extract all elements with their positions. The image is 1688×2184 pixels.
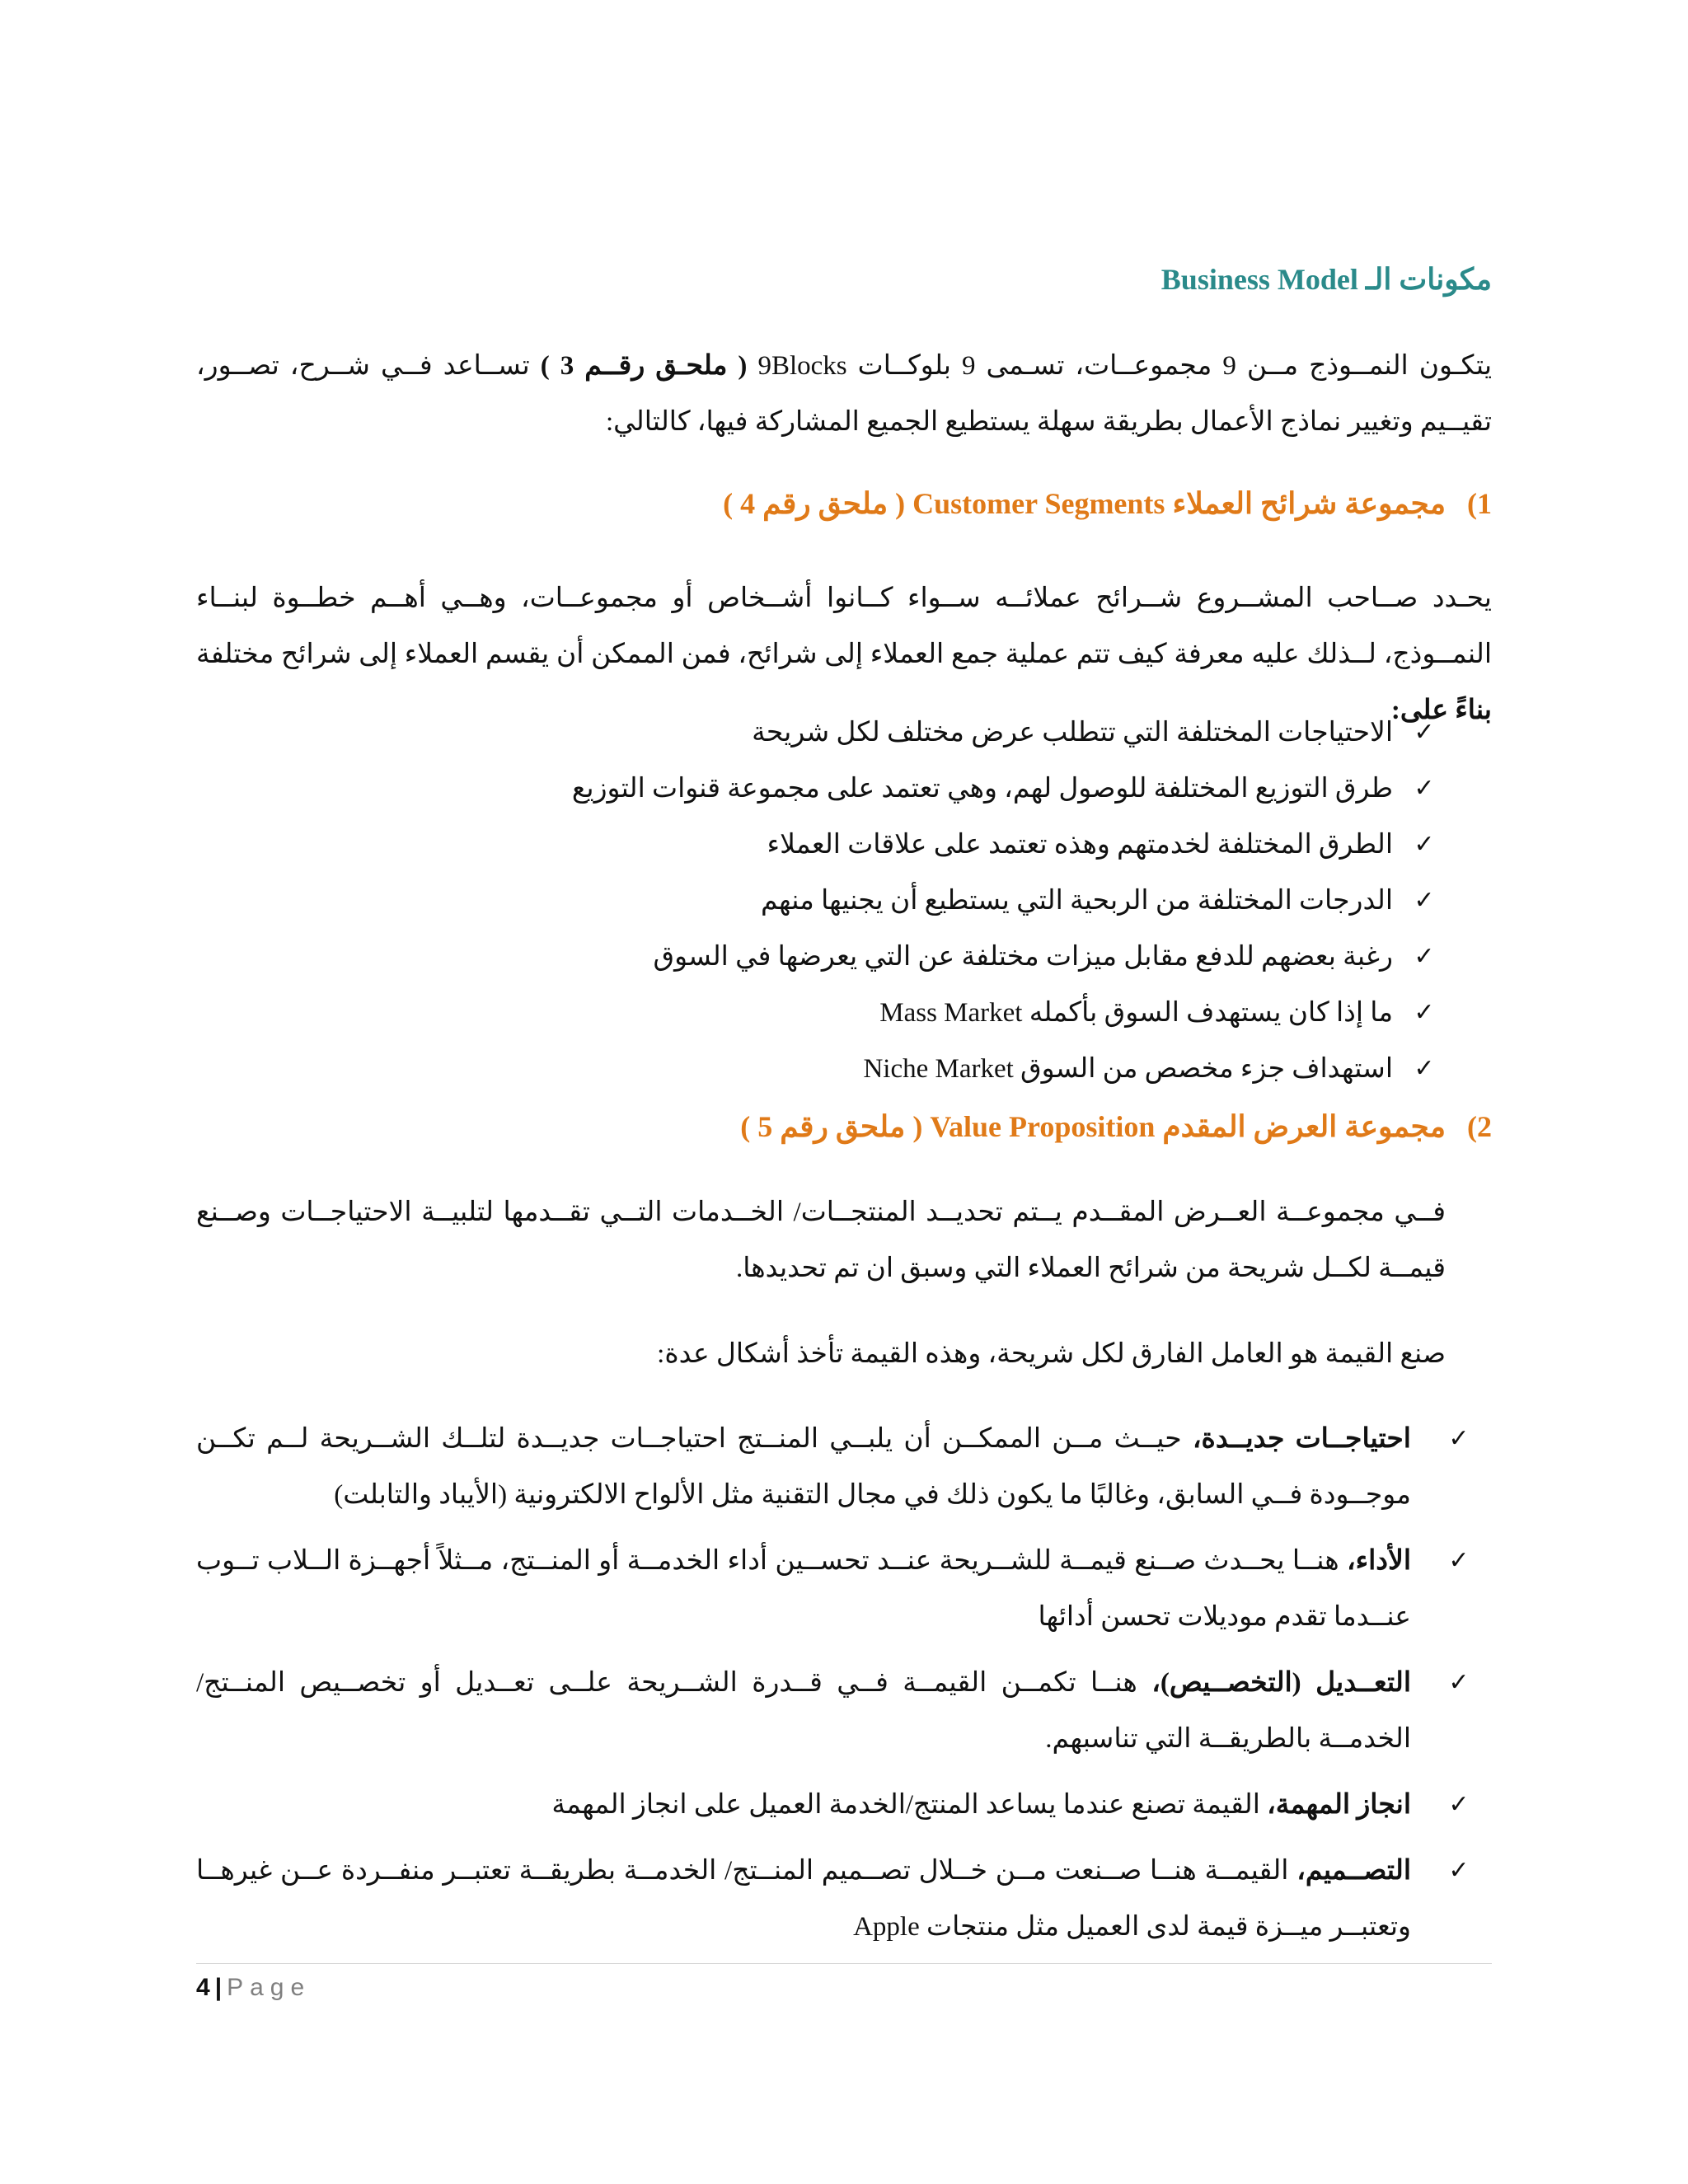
list-item-text: القيمــة هنــا صــنعت مــن خــلال تصــميم المنــتج/ الخدمــة بطريقــة تعتبــر منفــردة عــن غيرهــا وتعتبــر ميــزة قيمة لدى العميل مثل منتجات Apple: [196, 1856, 1411, 1942]
list-item-text: هنــا تكمــن القيمــة فــي قــدرة الشــريحة علــى تعــديل أو تخصــيص المنــتج/ الخدمــة بالطريقــة التي تناسبهم.: [196, 1668, 1411, 1754]
list-item: [196, 873, 1441, 929]
checkmark-icon: ✓: [1414, 718, 1435, 747]
list-item-bold: انجاز المهمة،: [1267, 1790, 1411, 1820]
footer-separator: |: [214, 1974, 223, 2001]
intro-text-1: يتكـون النمــوذج مــن 9 مجموعــات، تسـمى 9 بلوكــات 9Blocks: [747, 351, 1493, 381]
list-item-text: الاحتياجات المختلفة التي تتطلب عرض مختلف لكل شريحة: [752, 718, 1393, 748]
value-list: [196, 1411, 1492, 1955]
checkmark-icon: ✓: [1414, 998, 1435, 1027]
checkmark-icon: ✓: [1448, 1668, 1470, 1697]
section-1-paragraph-text: يحـدد صــاحب المشــروع شــرائح عملائــه ســواء كــانوا أشــخاص أو مجموعــات، وهــي أهــم خطــوة لبنــاء النمــوذج، لــذلك عليه معرفة كيف تتم عملية جمع العملاء إلى شرائح، فمن الممكن أن يقسم العملاء إلى شرائح مختلفة: [196, 583, 1492, 669]
list-item-bold: التعــديل (التخصــيص)،: [1151, 1668, 1411, 1698]
list-item: [196, 1533, 1492, 1645]
section-2-title: مجموعة العرض المقدم Value Proposition ( ملحق رقم 5 ): [740, 1110, 1446, 1143]
intro-text-2: تســاعد فــي شــرح، تصــور، تقيــيم وتغيير نماذج الأعمال بطريقة سهلة يستطيع الجميع المشاركة فيها، كالتالي:: [196, 351, 1492, 437]
page-footer: [196, 1974, 311, 2002]
checkmark-icon: ✓: [1414, 942, 1435, 971]
list-item: [196, 985, 1441, 1041]
section-1-paragraph-bold: بناءً على:: [1390, 696, 1492, 725]
list-item-bold: احتياجــات جديــدة،: [1192, 1424, 1411, 1454]
list-item: [196, 1411, 1492, 1523]
section-2-paragraph-1: فــي مجموعــة العــرض المقــدم يــتم تحديــد المنتجــات/ الخــدمات التــي تقــدمها لتلبيــة الاحتياجــات وصــنع قيمــة لكــل شريحة من شرائح العملاء التي وسبق ان تم تحديدها.: [196, 1197, 1446, 1283]
section-1-heading: [196, 486, 1492, 521]
list-item: [196, 1041, 1441, 1097]
footer-divider: [196, 1963, 1492, 1964]
intro-annex-ref: ( ملحـق رقــم 3 ): [540, 351, 748, 381]
list-item-bold: الأداء،: [1346, 1546, 1411, 1576]
list-item: [196, 705, 1441, 761]
list-item-text: هنــا يحــدث صــنع قيمــة للشــريحة عنــد تحســين أداء الخدمــة أو المنــتج، مــثلاً أجهــزة الــلاب تــوب عنــدما تقدم موديلات تحسن أدائها: [196, 1546, 1411, 1632]
checkmark-icon: ✓: [1414, 1054, 1435, 1083]
checkmark-icon: ✓: [1448, 1424, 1470, 1453]
list-item: [196, 761, 1441, 817]
list-item-text: حيــث مــن الممكــن أن يلبــي المنــتج احتياجــات جديــدة لتلــك الشــريحة لــم تكــن موجــودة فــي السابق، وغالبًا ما يكون ذلك في مجال التقنية مثل الألواح الالكترونية (الأيباد والتابلت): [196, 1424, 1411, 1510]
checkmark-icon: ✓: [1448, 1790, 1470, 1819]
page-label: Page: [227, 1974, 312, 2001]
list-item: [196, 1777, 1492, 1833]
checkmark-icon: ✓: [1414, 830, 1435, 859]
list-item-text: الدرجات المختلفة من الربحية التي يستطيع أن يجنيها منهم: [761, 886, 1393, 916]
list-item-bold: التصــميم،: [1296, 1856, 1411, 1886]
checkmark-icon: ✓: [1448, 1546, 1470, 1575]
checkmark-icon: ✓: [1448, 1856, 1470, 1885]
section-2-number: 2): [1467, 1110, 1492, 1143]
checkmark-icon: ✓: [1414, 886, 1435, 915]
list-item-text: رغبة بعضهم للدفع مقابل ميزات مختلفة عن التي يعرضها في السوق: [653, 942, 1393, 972]
intro-paragraph: [196, 338, 1492, 450]
list-item: [196, 1655, 1492, 1767]
list-item-text: طرق التوزيع المختلفة للوصول لهم، وهي تعتمد على مجموعة قنوات التوزيع: [571, 774, 1393, 804]
section-1-title: مجموعة شرائح العملاء Customer Segments ( ملحق رقم 4 ): [723, 487, 1446, 520]
segments-list: [196, 705, 1441, 1097]
list-item: [196, 1843, 1492, 1955]
section-2-paragraph-2: صنع القيمة هو العامل الفارق لكل شريحة، وهذه القيمة تأخذ أشكال عدة:: [657, 1339, 1446, 1369]
section-1-number: 1): [1467, 487, 1492, 520]
section-2-heading: [196, 1109, 1492, 1144]
list-item-text: القيمة تصنع عندما يساعد المنتج/الخدمة العميل على انجاز المهمة: [551, 1790, 1268, 1820]
page-number: 4: [196, 1974, 210, 2001]
list-item-text: الطرق المختلفة لخدمتهم وهذه تعتمد على علاقات العملاء: [767, 830, 1393, 860]
list-item-text: استهداف جزء مخصص من السوق Niche Market: [863, 1054, 1393, 1084]
checkmark-icon: ✓: [1414, 774, 1435, 803]
list-item: [196, 817, 1441, 873]
list-item: [196, 929, 1441, 985]
list-item-text: ما إذا كان يستهدف السوق بأكمله Mass Market: [879, 998, 1393, 1028]
page-title: مكونات الـ Business Model: [1160, 263, 1492, 296]
